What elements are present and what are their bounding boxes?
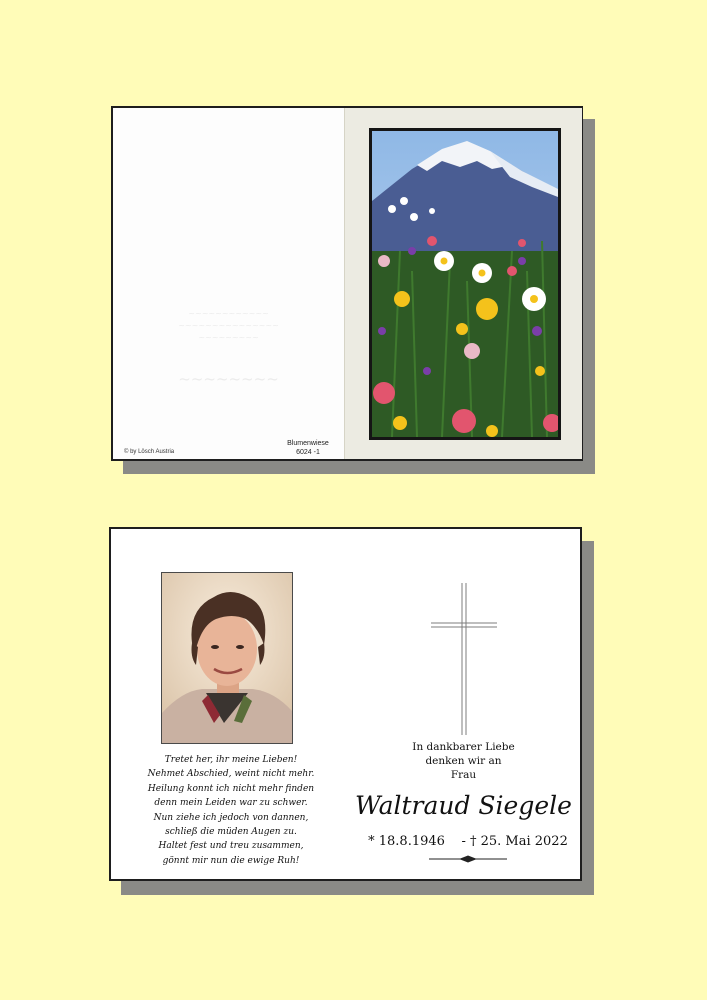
- flower-photo-frame: [369, 128, 561, 440]
- poem-line: Nehmet Abschied, weint nicht mehr.: [147, 769, 315, 780]
- portrait-image: [162, 573, 292, 743]
- dedication-line-1: In dankbarer Liebe: [412, 741, 515, 753]
- ornament-divider-icon: [429, 855, 507, 863]
- series-number: 6024 -1: [296, 449, 320, 456]
- poem-line: denn mein Leiden war zu schwer.: [154, 798, 308, 809]
- deceased-name: Waltraud Siegele: [355, 791, 572, 820]
- dedication-line-2: denken wir an: [425, 755, 502, 767]
- poem-line: Heilung konnt ich nicht mehr finden: [147, 783, 315, 794]
- cross-icon: [431, 583, 497, 735]
- poem-line: schließ die müden Augen zu.: [165, 827, 297, 838]
- front-cover: [344, 108, 582, 459]
- poem-line: Nun ziehe ich jedoch von dannen,: [153, 812, 309, 823]
- death-date: - † 25. Mai 2022: [461, 834, 568, 849]
- dedication-line-3: Frau: [450, 769, 477, 781]
- poem-line: Tretet her, ihr meine Lieben!: [164, 755, 298, 765]
- front-inner-page: [113, 108, 344, 459]
- series-label: [263, 439, 353, 457]
- flower-meadow-image: [372, 131, 558, 437]
- poem-line: Haltet fest und treu zusammen,: [158, 841, 304, 852]
- birth-date: * 18.8.1946: [368, 834, 445, 849]
- poem-line: gönnt mir nun die ewige Ruh!: [162, 855, 300, 866]
- copyright-credit: © by Lösch Austria: [124, 449, 175, 455]
- watermark-name: ~~~~~~~~: [178, 370, 279, 388]
- life-dates: [358, 834, 578, 849]
- watermark-verse: ~~~~~~~~~~~~ ~~~~~~~~~~~~~~~ ~~~~~~~~~: [178, 309, 279, 342]
- portrait-photo: [161, 572, 293, 744]
- poem: [141, 753, 321, 868]
- dedication-text: [376, 740, 551, 782]
- back-card: [109, 527, 582, 881]
- series-name: Blumenwiese: [287, 440, 329, 447]
- front-card: [111, 106, 583, 461]
